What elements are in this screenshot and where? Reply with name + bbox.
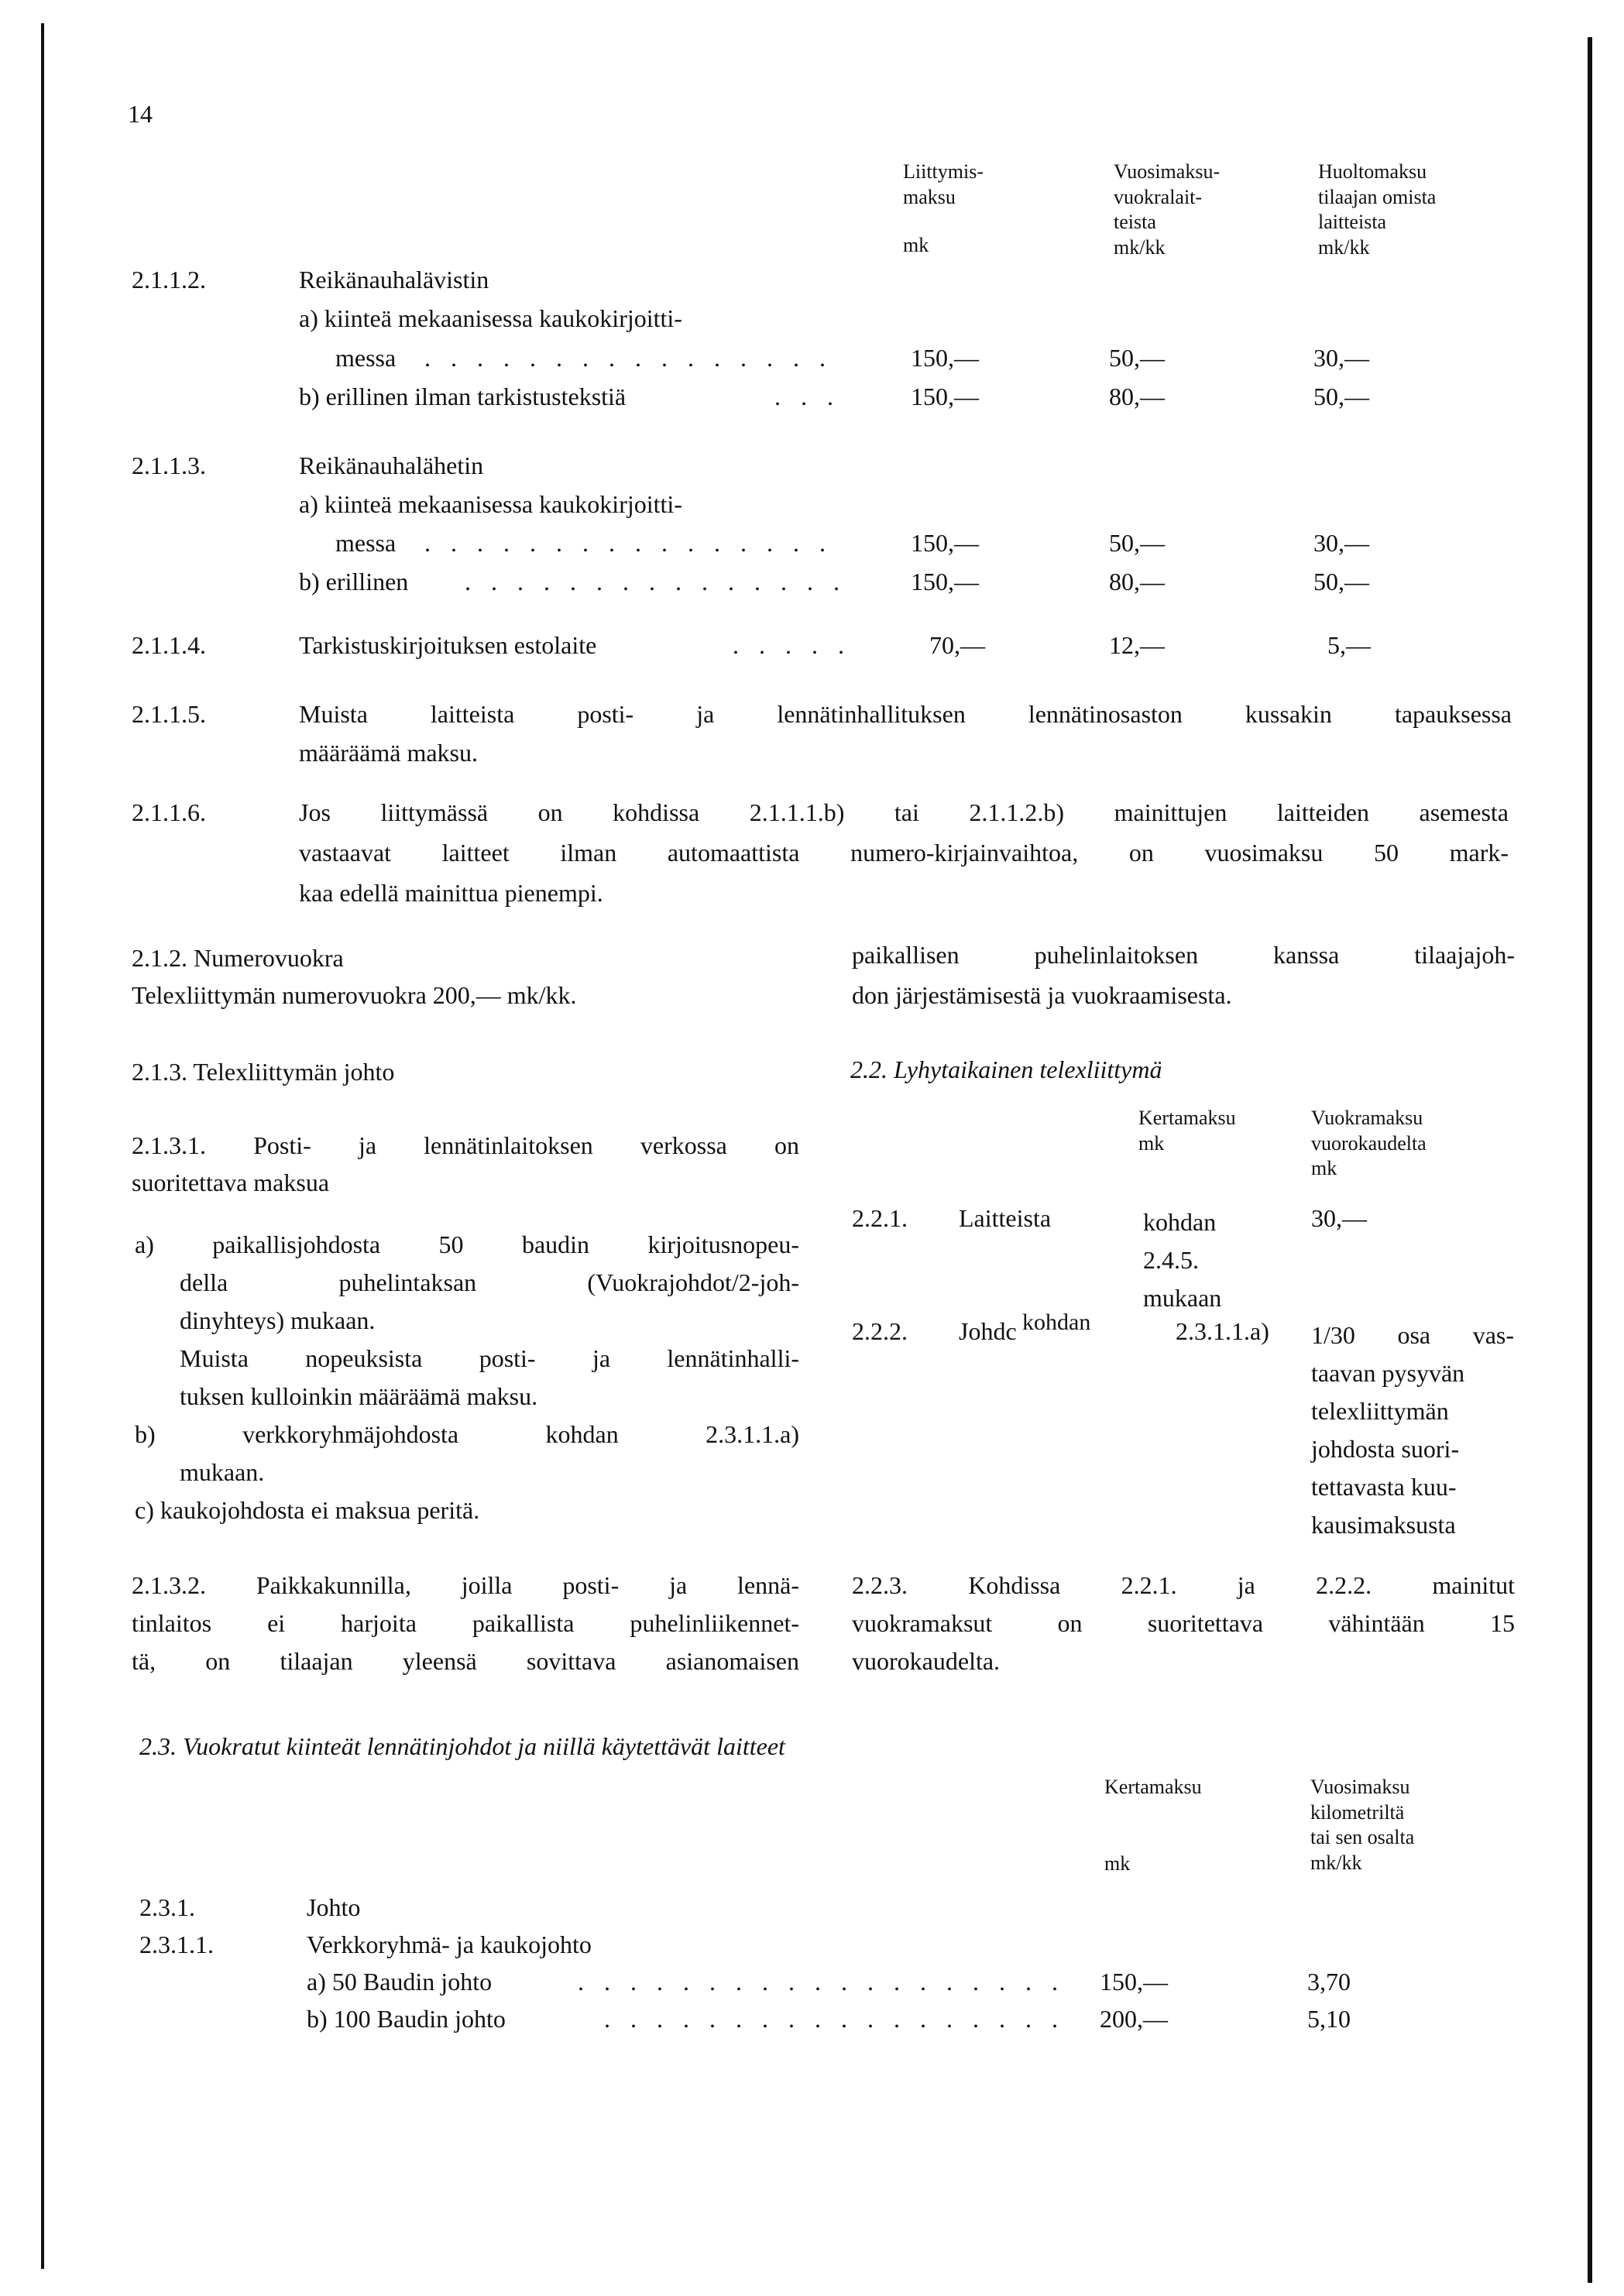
row-b-vuosimaksu: 5,10: [1307, 2005, 1351, 2033]
item-c: c) kaukojohdosta ei maksua peritä.: [135, 1496, 480, 1524]
col-header-huoltomaksu: Huoltomaksu tilaajan omista laitteista mk/kk: [1318, 160, 1437, 259]
row-2-2-2-vuokramaksu: 1/30 osa vas- taavan pysyvän telexliittymän johdosta suori- tettavasta kuu- kausimaksusta: [1311, 1321, 1514, 1539]
section-2-3-heading: 2.3. Vuokratut kiinteät lennätinjohdot ja niillä käytettävät laitteet: [139, 1732, 785, 1760]
section-title: Tarkistuskirjoituksen estolaite: [299, 631, 597, 659]
row-b-label: b) 100 Baudin johto: [307, 2005, 506, 2033]
leader-dots: [424, 343, 843, 372]
section-2-1-2-heading: 2.1.2. Numerovuokra: [132, 944, 344, 972]
row-2-2-2-number: 2.2.2.: [852, 1317, 908, 1345]
section-2-1-3-1-line: suoritettava maksua: [132, 1169, 330, 1196]
section-2-2-heading: 2.2. Lyhytaikainen telexliittymä: [850, 1055, 1162, 1083]
col-header-kertamaksu: Kertamaksu mk: [1138, 1107, 1236, 1155]
section-number: 2.1.1.6.: [132, 798, 206, 826]
item-b-line: b) verkkoryhmäjohdosta kohdan 2.3.1.1.a): [135, 1420, 799, 1448]
row-2-3-1-1-number: 2.3.1.1.: [139, 1930, 214, 1958]
paragraph-line: määräämä maksu.: [299, 739, 478, 767]
item-b: b) erillinen ilman tarkistustekstiä: [299, 383, 627, 410]
row-2-3-1-label: Johto: [307, 1893, 361, 1921]
item-a-line1: a) kiinteä mekaanisessa kaukokirjoitti-: [299, 490, 682, 518]
row-2-2-1-kertamaksu: kohdan 2.4.5. mukaan: [1143, 1208, 1222, 1312]
section-title: Reikänauhalävistin: [299, 266, 489, 293]
row-a-vuosimaksu: 3,70: [1307, 1968, 1351, 1996]
leader-dots: [578, 1967, 1066, 1996]
right-edge-rule: [1588, 37, 1592, 2283]
section-2-1-3-heading: 2.1.3. Telexliittymän johto: [132, 1058, 395, 1086]
item-b-line: mukaan.: [180, 1458, 265, 1486]
value-liittymis: 70,—: [929, 631, 985, 659]
leader-dots: [774, 382, 843, 411]
page-number: 14: [128, 100, 153, 128]
section-2-1-3-2-line: 2.1.3.2. Paikkakunnilla, joilla posti- ja lennä-: [132, 1571, 799, 1599]
paragraph-line: Jos liittymässä on kohdissa 2.1.1.1.b) tai 2.1.1.2.b) mainittujen laitteiden asemesta: [299, 798, 1509, 826]
section-number: 2.1.1.3.: [132, 451, 206, 479]
item-a-line: tuksen kulloinkin määräämä maksu.: [180, 1382, 538, 1410]
value-liittymis: 150,—: [911, 529, 979, 557]
leader-dots: [465, 567, 843, 596]
leader-dots: [424, 528, 843, 558]
item-b: b) erillinen: [299, 568, 409, 595]
item-a-line: della puhelintaksan (Vuokrajohdot/2-joh-: [180, 1268, 799, 1296]
section-2-2-3-line: vuokramaksut on suoritettava vähintään 15: [852, 1609, 1515, 1637]
section-2-1-3-1-line: 2.1.3.1. Posti- ja lennätinlaitoksen verkossa on: [132, 1131, 799, 1159]
value-vuosimaksu: 50,—: [1109, 344, 1165, 372]
value-liittymis: 150,—: [911, 568, 979, 595]
value-vuosimaksu: 12,—: [1109, 631, 1165, 659]
section-2-2-3-line: 2.2.3. Kohdissa 2.2.1. ja 2.2.2. mainitut: [852, 1571, 1515, 1599]
value-huoltomaksu: 50,—: [1313, 568, 1369, 595]
value-liittymis: 150,—: [911, 383, 979, 410]
continuation-line: don järjestämisestä ja vuokraamisesta.: [852, 981, 1232, 1009]
section-number: 2.1.1.4.: [132, 631, 206, 659]
col-header-kertamaksu: Kertamaksu mk: [1104, 1776, 1202, 1875]
row-a-kertamaksu: 150,—: [1100, 1968, 1168, 1996]
col-header-vuosimaksu: Vuosimaksu- vuokralait- teista mk/kk: [1114, 160, 1221, 259]
section-2-1-3-2-line: tinlaitos ei harjoita paikallista puhelinliikennet-: [132, 1609, 799, 1637]
leader-dots: [604, 2004, 1066, 2033]
section-2-1-3-2-line: tä, on tilaajan yleensä sovittava asianomaisen: [132, 1647, 799, 1675]
leader-dots: [733, 630, 843, 660]
section-title: Reikänauhalähetin: [299, 451, 484, 479]
row-2-2-2-kohdan: kohdan: [1022, 1309, 1091, 1335]
row-a-label: a) 50 Baudin johto: [307, 1968, 493, 1996]
row-2-3-1-number: 2.3.1.: [139, 1893, 195, 1921]
paragraph-line: kaa edellä mainittua pienempi.: [299, 879, 603, 907]
item-a-line1: a) kiinteä mekaanisessa kaukokirjoitti-: [299, 304, 682, 332]
item-a-line: dinyhteys) mukaan.: [180, 1306, 376, 1334]
row-2-2-1-label: Laitteista: [959, 1204, 1052, 1232]
section-2-2-3-line: vuorokaudelta.: [852, 1647, 1001, 1675]
col-header-vuosimaksu: Vuosimaksu kilometriltä tai sen osalta mk/kk: [1310, 1776, 1415, 1874]
row-2-2-1-vuokramaksu: 30,—: [1311, 1204, 1367, 1232]
row-2-3-1-1-label: Verkkoryhmä- ja kaukojohto: [307, 1930, 592, 1958]
continuation-line: paikallisen puhelinlaitoksen kanssa tilaajajoh-: [852, 941, 1515, 969]
item-a-line2: messa: [335, 529, 397, 557]
item-a-line: a) paikallisjohdosta 50 baudin kirjoitusnopeu-: [135, 1230, 799, 1258]
value-vuosimaksu: 80,—: [1109, 568, 1165, 595]
item-a-line: Muista nopeuksista posti- ja lennätinhalli-: [180, 1344, 799, 1372]
row-2-2-2-reference: 2.3.1.1.a): [1176, 1317, 1269, 1345]
paragraph-line: Muista laitteista posti- ja lennätinhallituksen lennätinosaston kussakin tapauksessa: [299, 700, 1512, 728]
value-liittymis: 150,—: [911, 344, 979, 372]
section-number: 2.1.1.5.: [132, 700, 206, 728]
row-2-2-1-number: 2.2.1.: [852, 1204, 908, 1232]
value-huoltomaksu: 5,—: [1327, 631, 1371, 659]
value-vuosimaksu: 50,—: [1109, 529, 1165, 557]
value-vuosimaksu: 80,—: [1109, 383, 1165, 410]
left-edge-rule: [41, 23, 44, 2269]
value-huoltomaksu: 50,—: [1313, 383, 1369, 410]
row-b-kertamaksu: 200,—: [1100, 2005, 1168, 2033]
paragraph-line: vastaavat laitteet ilman automaattista numero-kirjainvaihtoa, on vuosimaksu 50 mark-: [299, 839, 1509, 867]
section-number: 2.1.1.2.: [132, 266, 206, 293]
section-2-1-2-text: Telexliittymän numerovuokra 200,— mk/kk.: [132, 981, 577, 1009]
col-header-vuokramaksu: Vuokramaksu vuorokaudelta mk: [1311, 1107, 1427, 1179]
item-a-line2: messa: [335, 344, 397, 372]
value-huoltomaksu: 30,—: [1313, 344, 1369, 372]
col-header-liittymismaksu: Liittymis- maksu mk: [903, 160, 984, 256]
row-2-2-2-label: Johdc: [959, 1317, 1017, 1345]
value-huoltomaksu: 30,—: [1313, 529, 1369, 557]
